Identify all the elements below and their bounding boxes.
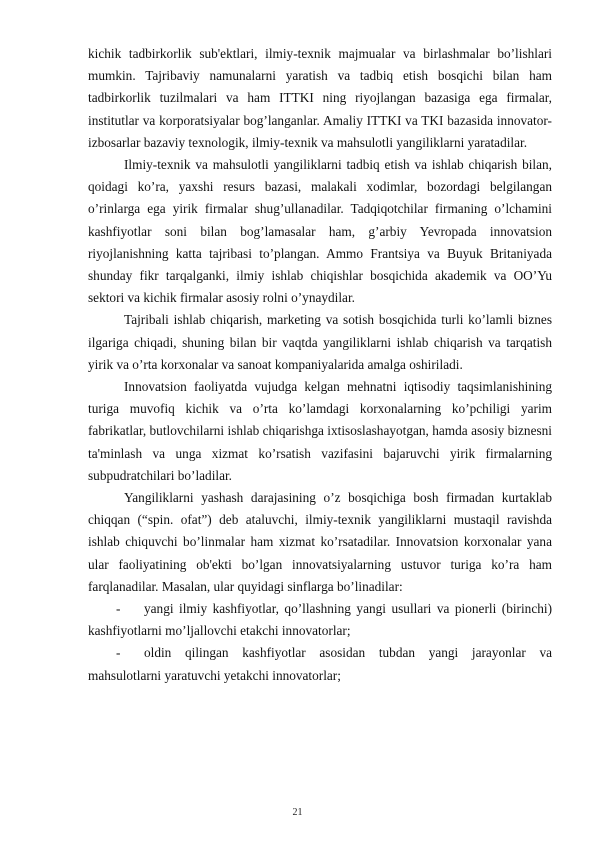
list-item: [88, 598, 552, 642]
list-bullet: -: [116, 601, 121, 617]
paragraph-1: kichik tadbirkorlik sub'ektlari, ilmiy-texnik majmualar va birlashmalar bo’lishlari mumkin. Tajribaviy namunalarni yaratish va tadbiq etish bosqichi bilan ham tadbirkorlik tuzilmalari va ham ITTKI ning riyojlangan bazasiga ega firmalar, institutlar va korporatsiyalar bog’langanlar. Amaliy ITTKI va TKI bazasida innovator-izbosarlar bazaviy texnologik, ilmiy-texnik va mahsulotli yangiliklarni yaratadilar.: [88, 46, 552, 150]
paragraph-5: Yangiliklarni yashash darajasining o’z bosqichiga bosh firmadan kurtaklab chiqqan (“spin. ofat”) deb ataluvchi, ilmiy-texnik yangiliklarni mustaqil ravishda ishlab chiquvchi bo’linmalar ham xizmat ko’rsatadilar. Innovatsion korxonalar yana ular faoliyatining ob'ekti bo’lgan innovatsiyalarning ustuvor turiga ko’ra ham farqlanadilar. Masalan, ular quyidagi sinflarga bo’linadilar:: [88, 490, 552, 594]
list-item-text: oldin qilingan kashfiyotlar asosidan tubdan yangi jarayonlar va mahsulotlarni yaratuvchi yetakchi innovatorlar;: [88, 645, 552, 683]
page-number: 21: [292, 807, 303, 818]
paragraph-4: Innovatsion faoliyatda vujudga kelgan mehnatni iqtisodiy taqsimlanishining turiga muvofiq kichik va o’rta ko’lamdagi korxonalarning ko’pchiligi yarim fabrikatlar, butlovchilarni ishlab chiqarishga ixtisoslashayotgan, hamda asosiy biznesni ta'minlash va unga xizmat ko’rsatish vazifasini bajaruvchi yirik firmalarning subpudratchilari bo’ladilar.: [88, 379, 552, 483]
paragraph-2: Ilmiy-texnik va mahsulotli yangiliklarni tadbiq etish va ishlab chiqarish bilan, qoidagi ko’ra, yaxshi resurs bazasi, malakali xodimlar, bozordagi belgilangan o’rinlarga ega yirik firmalar shug’ullanadilar. Tadqiqotchilar firmaning o’lchamini kashfiyotlar soni bilan bog’lamasalar ham, g’arbiy Yevropada innovatsion riyojlanishning katta tajribasi to’plangan. Ammo Frantsiya va Buyuk Britaniyada shunday fikr tarqalganki, ilmiy ishlab chiqishlar bosqichida akademik va OO’Yu sektori va kichik firmalar asosiy rolni o’ynaydilar.: [88, 157, 552, 306]
page-body: [88, 43, 552, 687]
list-bullet: -: [116, 645, 121, 661]
paragraph-3: Tajribali ishlab chiqarish, marketing va sotish bosqichida turli ko’lamli biznes ilgariga chiqadi, shuning bilan bir vaqtda yangiliklarni ishlab chiqarish va tarqatish yirik va o’rta korxonalar va sanoat kompaniyalarida amalga oshiriladi.: [88, 312, 552, 372]
list-item-text: yangi ilmiy kashfiyotlar, qo’llashning yangi usullari va pionerli (birinchi) kashfiyotlarni mo’ljallovchi etakchi innovatorlar;: [88, 601, 552, 639]
list-item: [88, 642, 552, 686]
